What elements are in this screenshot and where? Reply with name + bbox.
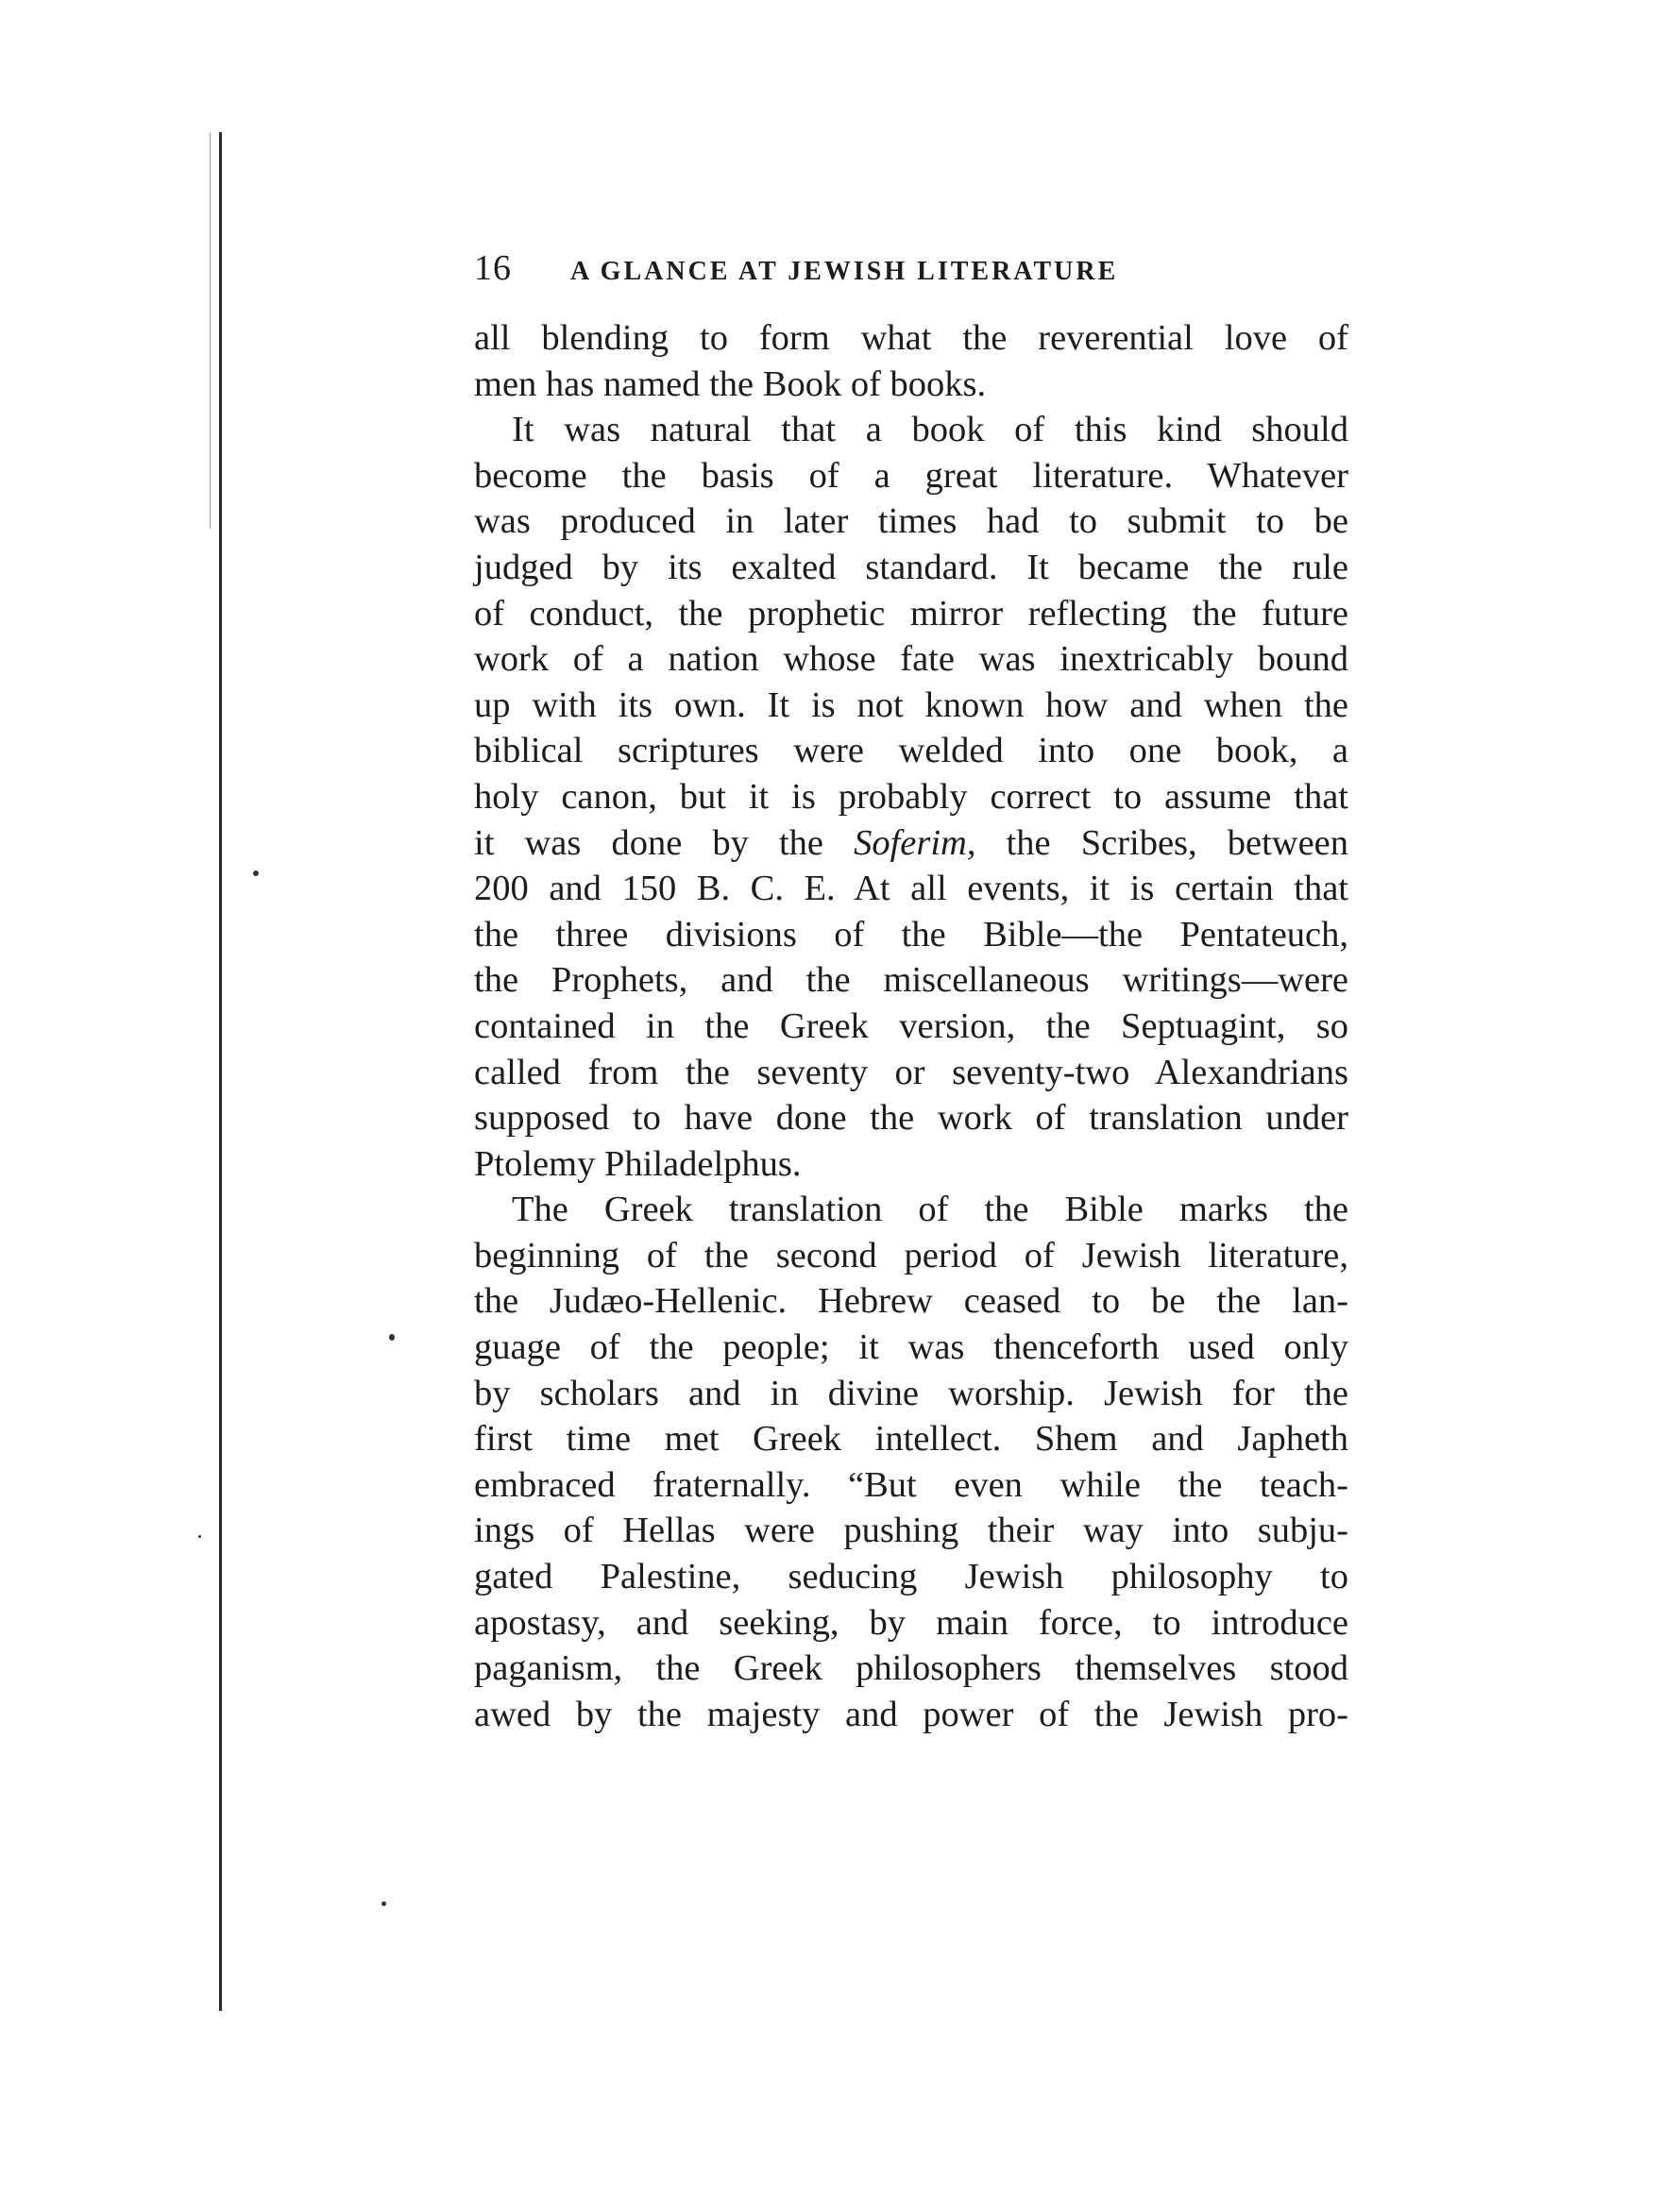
text-line: guage of the people; it was thenceforth used only: [474, 1327, 1348, 1368]
text-line: first time met Greek intellect. Shem and Japheth: [474, 1419, 1348, 1460]
text-line: biblical scriptures were welded into one book, a: [474, 731, 1348, 771]
text-line: work of a nation whose fate was inextricably bound: [474, 639, 1348, 680]
page-number: 16: [474, 248, 512, 288]
text-line: of conduct, the prophetic mirror reflecting the future: [474, 593, 1348, 633]
text-line: supposed to have done the work of translation under: [474, 1098, 1348, 1139]
text-line: The Greek translation of the Bible marks the: [512, 1190, 1348, 1230]
text-line: paganism, the Greek philosophers themselves stood: [474, 1648, 1348, 1689]
text-line: 200 and 150 B. C. E. At all events, it is certain that: [474, 869, 1348, 909]
text-line: holy canon, but it is probably correct to assume that: [474, 776, 1348, 817]
italic-term-soferim: Soferim,: [854, 822, 976, 863]
paragraph-1: [474, 315, 1348, 407]
text-line-with-italic: [474, 820, 1348, 867]
text-line: awed by the majesty and power of the Jewish pro-: [474, 1694, 1348, 1734]
paragraph-3: [474, 1187, 1348, 1737]
text-line: judged by its exalted standard. It became the rule: [474, 547, 1348, 587]
text-line: up with its own. It is not known how and when the: [474, 684, 1348, 725]
text-line: embraced fraternally. “But even while the teach-: [474, 1464, 1348, 1505]
text-line: beginning of the second period of Jewish literature,: [474, 1235, 1348, 1275]
text-line: called from the seventy or seventy-two Alexandrians: [474, 1052, 1348, 1092]
text-line: It was natural that a book of this kind should: [512, 410, 1348, 450]
text-line: was produced in later times had to submit to be: [474, 501, 1348, 542]
text-fragment: it was done by the: [474, 822, 823, 863]
running-head: [474, 247, 1348, 304]
text-line: the Prophets, and the miscellaneous writings—were: [474, 960, 1348, 1001]
text-line: the three divisions of the Bible—the Pentateuch,: [474, 914, 1348, 954]
text-line: men has named the Book of books.: [474, 363, 987, 404]
text-line: ings of Hellas were pushing their way into subju-: [474, 1511, 1348, 1551]
text-fragment: the Scribes, between: [1006, 822, 1349, 863]
scan-speck: [381, 1901, 386, 1906]
text-line: all blending to form what the reverential love of: [474, 318, 1348, 358]
book-page: [474, 247, 1348, 1737]
text-line: gated Palestine, seducing Jewish philosophy to: [474, 1557, 1348, 1597]
text-line: apostasy, and seeking, by main force, to introduce: [474, 1602, 1348, 1643]
text-line: by scholars and in divine worship. Jewish for the: [474, 1373, 1348, 1413]
scan-speck: [389, 1334, 395, 1341]
text-line: contained in the Greek version, the Septuagint, so: [474, 1005, 1348, 1046]
running-title: A GLANCE AT JEWISH LITERATURE: [570, 257, 1119, 286]
binding-edge-line: [219, 132, 222, 2011]
paragraph-2: [474, 407, 1348, 1187]
text-line: become the basis of a great literature. Whatever: [474, 455, 1348, 496]
text-line: Ptolemy Philadelphus.: [474, 1143, 802, 1184]
text-line: the Judæo-Hellenic. Hebrew ceased to be the lan-: [474, 1281, 1348, 1322]
binding-edge-shadow: [210, 132, 211, 529]
scan-speck: [253, 870, 259, 876]
scan-speck: [198, 1535, 201, 1538]
